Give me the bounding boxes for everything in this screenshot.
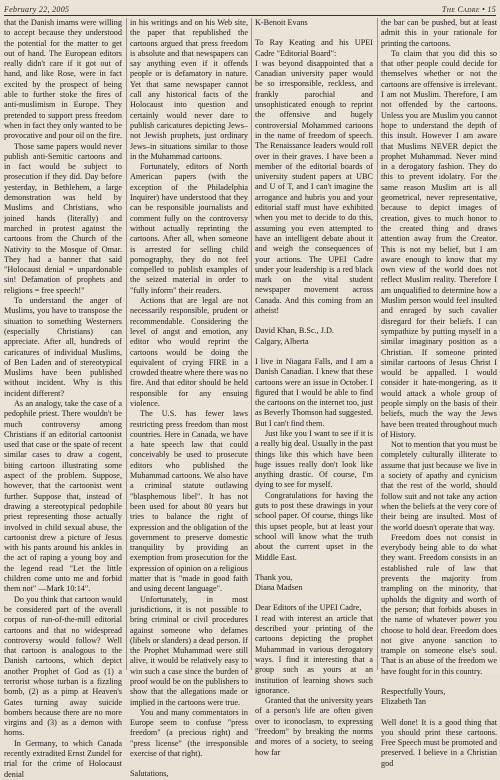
article-paragraph: Granted that the university years of a person's life are often given over to iconoclasm, to expressing "freedom" by breaking the norms and mores of a society, to seeing how far (255, 696, 373, 757)
article-paragraph: Freedom does not consist in everybody being able to do what they want. Freedom consists in an established rule of law that prevents the majority from trampling on the minority, that upholds the dignity and worth of the person; that forbids abuses in the name of whatever power you choose to hold dear. Freedom does not give anyone sanction to trample on someone else's soul. That is an abuse of the freedom we have fought for in this country. (381, 532, 497, 676)
article-paragraph: in his writings and on his Web site, the paper that republished the cartoons argued that press freedom is absolute and that newspapers can say anything even if it offends people or is defamatory in nature. Yet that same newspaper cannot call any historical facts of the Holocaust into question and certainly would never dare to publish caricatures depicting Jews–not Jewish prophets, just ordinary Jews–in situations similar to those in the Muhammad cartoons. (130, 18, 248, 161)
article-paragraph: K-Benoit Evans (255, 18, 308, 27)
column-divider (251, 18, 252, 670)
article-paragraph: Just like you I want to see if it is a really big deal. Usually in the past things like this which have been huge issues really don't look like anything drastic. Of course, I'm dying to see for myself. (255, 428, 373, 490)
article-paragraph: To Ray Keating and his UPEI Cadre "Editorial Board": (255, 38, 373, 58)
article-paragraph: You and many commentators in Europe seem to confuse "press freedom" (a precious right) and "press license" (the irresponsible exercise of that right). (130, 707, 248, 759)
article-paragraph: To claim that you did this so that other people could decide for themselves whether or not the cartoons are offensive is irrelevant. I am not Muslim. Therefore, I am not offended by the cartoons. Unless you are Muslim you cannot hope to understand the depth of this insult. However I am aware that Muslims NEVER depict the prophet Muhammad. Never mind in a derogatory fashion. They do this to prevent idolatry. For the same reason Muslim art is all geometrical, never representative, because to depict images of creation, gives to much honor to the created thing and draws attention away from the Creator. This is not my belief, but I am aware enough to know that my own view of the world does not reflect Muslim reality. Therefore I am unqualified to determine how a Muslim person would feel insulted and enraged by such cavalier disregard for their beliefs. I can sympathize by putting myself in a similar imaginary position as a Christian. If someone printed similar cartoons of Jesus Christ I would be appalled. I would consider it hate-mongering, as it would attack a whole group of people simply on the basis of their beliefs, much the way the Jews have been treated throughout much of History. (381, 48, 497, 439)
header-publication: The Cadre (441, 4, 480, 14)
article-paragraph: Actions that are legal are not necessarily responsible, prudent or recommendable. Considering the level of angst and emotion, any editor who would reprint the cartoons would be doing the equivalent of crying FIRE in a crowded theatre where there was no fire. And that editor should be held responsible for any ensuing violence. (130, 296, 248, 408)
article-paragraph: Thank you, (255, 572, 293, 582)
article-paragraph: Salutations, (130, 769, 169, 779)
header-page-number: 15 (487, 4, 496, 14)
article-paragraph: Those same papers would never publish anti-Semitic cartoons and in fact would be subject to prosecution if they did. Day before yesterday, in Bethlehem, a large demonstration was held by Muslims and Christians, who joined hands (literally) and marched in protest against the cartoons from the Church of the Nativity to the Mosque of Omar. They had a banner that said "Holocaust denial = unpardonable sin! Defamation of prophets and religions = free speech!" (4, 141, 122, 295)
article-paragraph: I live in Niagara Falls, and I am a Danish Canadian. I knew that these cartoons were an issue in October. I figured that I would be able to find the cartoons on the internet too, just as Beverly Thomson had suggested. But I can't find them. (255, 356, 373, 428)
article-paragraph: the bar can be pushed, but at least admit this in your rationale for printing the cartoons. (381, 18, 497, 48)
article-paragraph: Elizabeth Tan (381, 697, 426, 707)
article-paragraph: Well done! It is a good thing that you should print these cartoons. Free Speech must be promoted and preserved. I believe in a Christian god (381, 717, 497, 768)
header-rule (4, 15, 496, 16)
article-paragraph: Congratulations for having the guts to post these drawings in your school paper. Of course, things like this upset people, but at least your school will know what the truth about the current upset in the Middle East. (255, 490, 373, 562)
article-paragraph: that the Danish imams were willing to accept because they understood the potential for the matter to get out of hand. The European editors really didn't care if it got out of hand, and like Rose, were in fact excited by the prospect of being able to further stoke the fires of anti-muslimism in Europe. They pretended to support press freedom when in fact they only wanted to be provocative and pour oil on the fire. (4, 18, 122, 141)
column-2 (130, 18, 248, 779)
header-publication-and-page: The Cadre • 15 (441, 4, 496, 14)
article-paragraph: I was beyond disappointed that a Canadian university paper would be so irresponsible, reckless, and frankly parochial and unsophisticated enough to reprint the offensive and hugely controversial Mohammed cartoons in the name of freedom of speech. The Renaissance leaders would roll over in their graves. I have been a member of the editorial boards of university student papers at UBC and U of T, and I can't imagine the arrogance and hubris you and your editorial staff must have exhibited when you met to decide to do this, assuming you even attempted to have an intelligent debate about it and weigh the consequences of your actions. The UPEI Cadre under your leadership is a red black mark on the vital student newspaper movement across Canada. And this coming from an atheist! (255, 58, 373, 316)
page-header (4, 3, 496, 15)
article-paragraph: I read with interest an article that described your printing of the cartoons depicting the prophet Muhammad in various derogatory ways. I find it interesting that a group such as yours at an institution of learning shows such ignorance. (255, 613, 373, 695)
article-paragraph: To understand the anger of Muslims, you have to transpose the situation to something Westerners (especially Christians) can appreciate. After all, hundreds of caricatures of individual Muslims, of Ben Laden and of stereotypical Muslims have been published without incident. Why is this incident different? (4, 296, 122, 398)
article-paragraph: Diana Madsen (255, 583, 303, 593)
header-date: February 22, 2005 (4, 4, 70, 14)
article-paragraph: Not to mention that you must be completely culturally illiterate to assume that just because we live in a society of apathy and cynicism that the rest of the world, should follow suit and not take any action when the beliefs at the very core of their being are insulted. Most of the world doesn't operate that way. (381, 440, 497, 532)
column-4 (381, 18, 497, 768)
article-paragraph: Unfortunately, in most jurisdictions, it is not possible to bring criminal or civil procedures against someone who defames (libels or slanders) a dead person. If the Prophet Muhammad were still alive, it would be relatively easy to win such a case since the burden of proof would be on the publishers to show that the allegations made or implied in the cartoons were true. (130, 594, 248, 707)
article-paragraph: Do you think that cartoon would be considered part of the overall corpus of run-of-the-mill editorial cartoons and that no widespread controversy would follow? Well that cartoon is analogous to the Danish cartoons, which depict another Prophet of God as (1) a terrorist whose turban is a fizzling bomb, (2) as a pimp at Heaven's Gates turning away suicide bombers because there are no more virgins and (3) as a demon with horns. (4, 594, 122, 738)
column-divider (126, 18, 127, 670)
article-paragraph: The U.S. has fewer laws restricting press freedom than most countries. Here in Canada, we have a hate speech law that could conceivably be used to prosecute editors who published the Muhammad cartoons. We also have a criminal statute outlawing "blasphemous libel". It has not been used for about 80 years but tries to balance the right of expression and the obligation of the government to preserve domestic tranquility by providing an exemption from prosecution for the expression of opinion on a religious matter that is "made in good faith and using decent language". (130, 409, 248, 594)
article-paragraph: In Germany, to which Canada recently extradited Ernst Zundel for trial for the crime of Holocaust denial (4, 738, 122, 779)
article-paragraph: Fortunately, editors of North American papers (with the exception of the Philadelphia Inquirer) have understood that they can be responsible journalists and comment fully on the controversy without actually reprinting the cartoons. After all, when someone is arrested for selling child pornography, they do not feel compelled to publish examples of the seized material in order to "fully inform" their readers. (130, 162, 248, 295)
column-divider (377, 18, 378, 670)
article-paragraph: Respectfully Yours, (381, 687, 446, 696)
column-1 (4, 18, 122, 779)
article-paragraph: Dear Editors of the UPEI Cadre, (255, 603, 362, 613)
article-paragraph: As an analogy, take the case of a pedophile priest. There wouldn't be much controversy among Christians if an editorial cartoonist used that case or the spate of recent similar cases to draw a cogent, biting cartoon illustrating some aspect of the problem. Suppose, however, that the cartoonist went further. Suppose that, instead of drawing a stereotypical pedophile priest representing those actually involved in child sexual abuse, the cartoonist drew a picture of Jesus with his pants around his ankles in the act of raping a young boy and the legend read "Let the little children come unto me and forbid them not" —Mark 10:14". (4, 398, 122, 594)
column-3 (255, 18, 373, 757)
article-paragraph: David Khan, B.Sc., J.D. (255, 326, 334, 336)
article-paragraph: Calgary, Alberta (255, 336, 309, 346)
